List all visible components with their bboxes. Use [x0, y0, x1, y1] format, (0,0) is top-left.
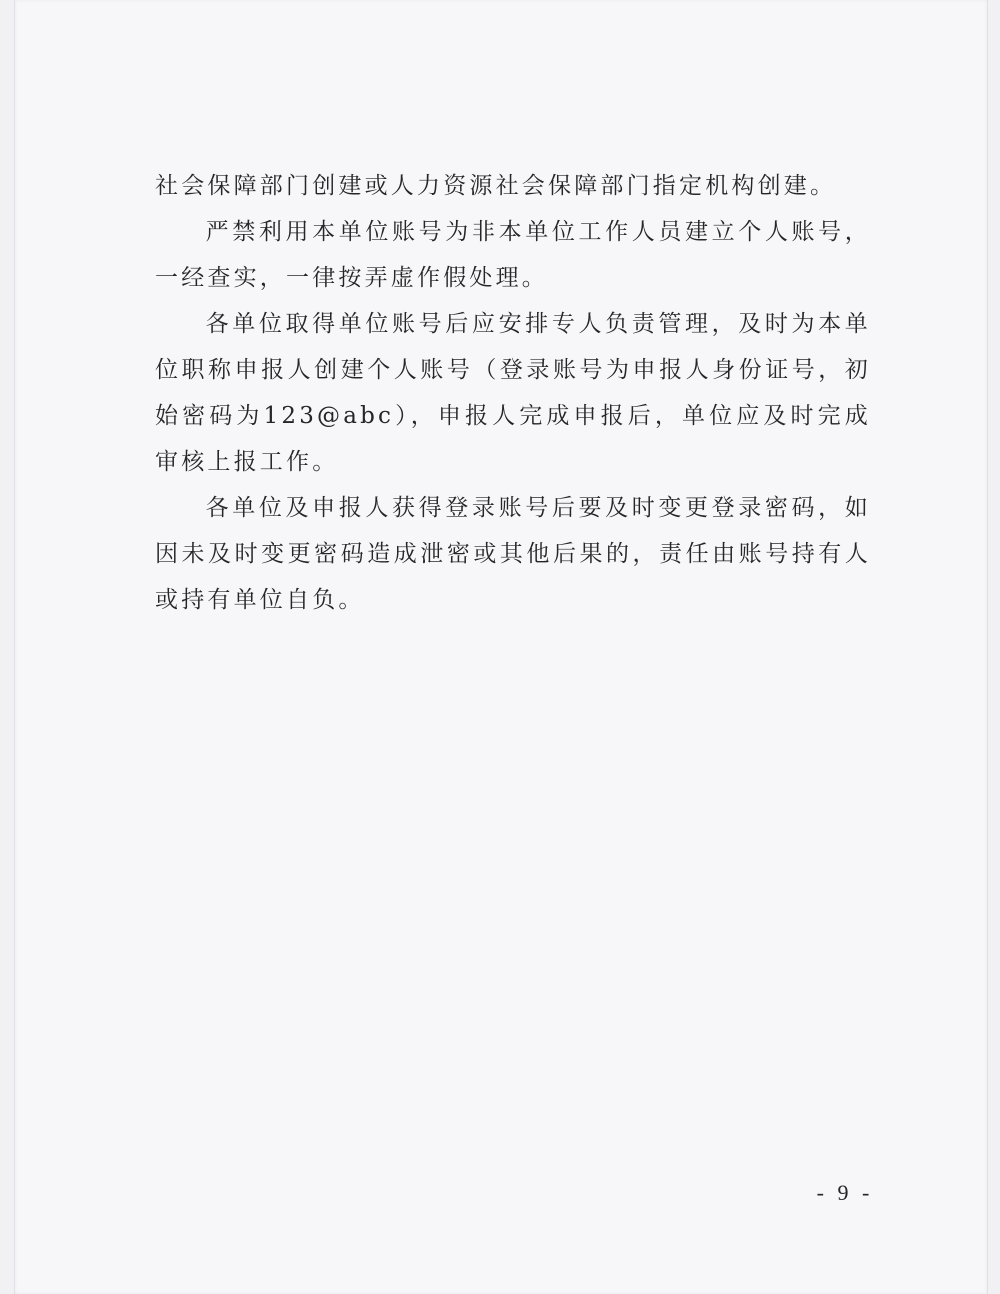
paragraph-3: 各单位取得单位账号后应安排专人负责管理，及时为本单位职称申报人创建个人账号（登录账号为申报人身份证号，初始密码为123@abc），申报人完成申报后，单位应及时完成审核上报工作。 — [155, 311, 871, 475]
paragraph-1: 社会保障部门创建或人力资源社会保障部门指定机构创建。 — [155, 173, 837, 199]
paragraph-2: 严禁利用本单位账号为非本单位工作人员建立个人账号，一经查实，一律按弄虚作假处理。 — [155, 219, 871, 291]
document-page — [14, 0, 988, 1294]
page-number: - 9 - — [816, 1180, 874, 1205]
paragraph-4: 各单位及申报人获得登录账号后要及时变更登录密码，如因未及时变更密码造成泄密或其他后果的，责任由账号持有人或持有单位自负。 — [155, 495, 871, 613]
document-body — [155, 163, 871, 623]
